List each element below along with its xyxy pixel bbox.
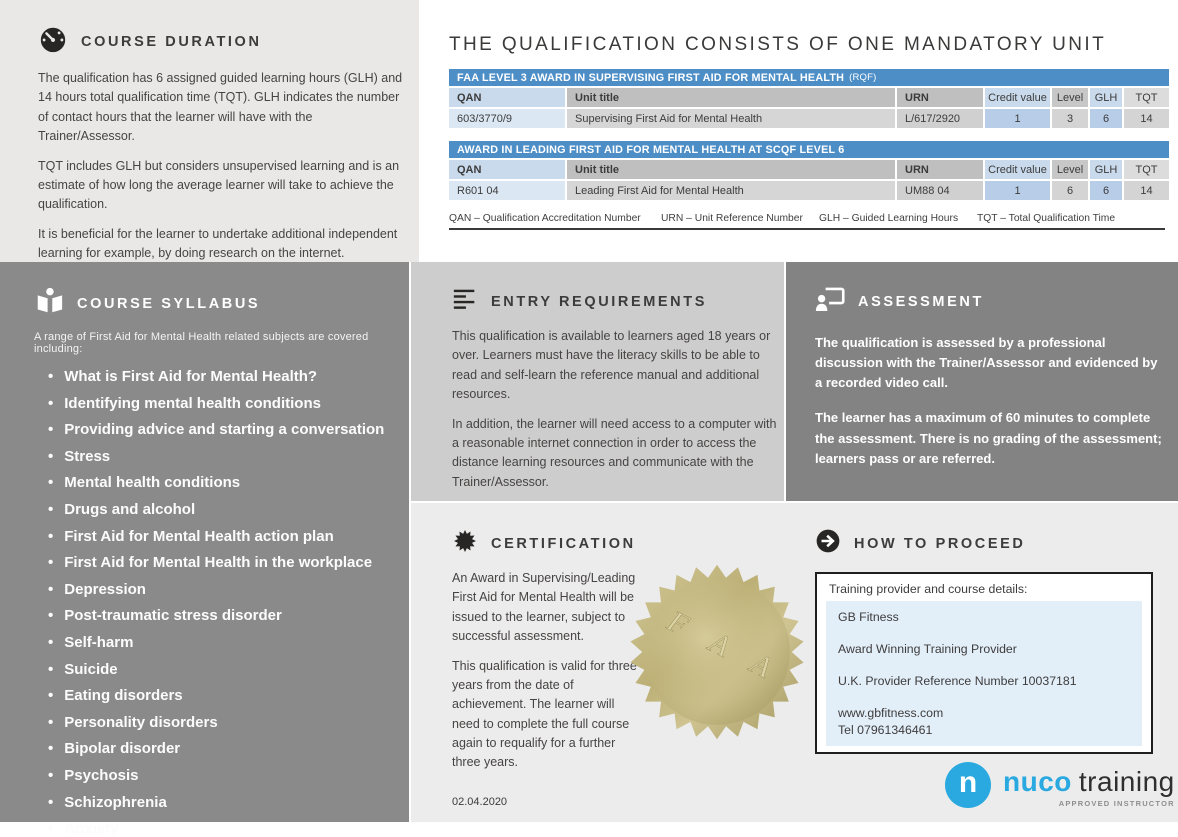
provider-details xyxy=(826,601,1142,746)
provider-website: www.gbfitness.com xyxy=(838,706,944,720)
column-header-credit: Credit value xyxy=(985,160,1050,179)
syllabus-item: • Depression xyxy=(48,582,409,598)
syllabus-item: • What is First Aid for Mental Health? xyxy=(48,369,409,385)
provider-phone: Tel 07961346461 xyxy=(838,723,933,737)
column-header-credit: Credit value xyxy=(985,88,1050,107)
assessment-text xyxy=(815,333,1167,469)
table-header-row xyxy=(449,88,1169,107)
provider-details-box xyxy=(815,572,1153,754)
footnote-qan: QAN – Qualification Accreditation Number xyxy=(449,213,641,224)
cell-glh: 6 xyxy=(1090,109,1122,128)
syllabus-item: • Anxiety xyxy=(48,821,409,837)
table-title-suffix: (RQF) xyxy=(849,72,877,83)
cell-unit: Leading First Aid for Mental Health xyxy=(567,181,895,200)
cell-unit: Supervising First Aid for Mental Health xyxy=(567,109,895,128)
cell-credit: 1 xyxy=(985,109,1050,128)
video-call-icon xyxy=(815,286,845,318)
paragraph: TQT includes GLH but considers unsupervised learning and is an estimate of how long the average learner will take to achieve the qualification. xyxy=(38,158,400,212)
column-header-urn: URN xyxy=(897,88,983,107)
certification-title: CERTIFICATION xyxy=(491,535,636,552)
table-data-row xyxy=(449,109,1169,128)
table-title: AWARD IN LEADING FIRST AID FOR MENTAL HEALTH AT SCQF LEVEL 6 xyxy=(457,143,845,156)
cell-level: 6 xyxy=(1052,181,1088,200)
syllabus-item: • Suicide xyxy=(48,662,409,678)
course-syllabus-intro: A range of First Aid for Mental Health related subjects are covered including: xyxy=(34,331,369,355)
cell-qan: 603/3770/9 xyxy=(449,109,565,128)
divider-rule xyxy=(449,228,1165,230)
syllabus-item: • Personality disorders xyxy=(48,715,409,731)
book-reader-icon xyxy=(34,286,64,321)
certification-heading xyxy=(452,528,832,559)
course-duration-heading xyxy=(38,24,419,59)
cell-glh: 6 xyxy=(1090,181,1122,200)
syllabus-item: • Eating disorders xyxy=(48,688,409,704)
syllabus-list xyxy=(34,369,409,837)
paragraph: The learner has a maximum of 60 minutes to complete the assessment. There is no grading of the assessment; learners pass or are referred. xyxy=(815,410,1162,466)
column-header-unit: Unit title xyxy=(567,160,895,179)
entry-requirements-heading xyxy=(452,286,784,317)
syllabus-item: • Schizophrenia xyxy=(48,795,409,811)
assessment-heading xyxy=(815,286,1178,318)
nuco-training-logo xyxy=(945,762,1175,808)
syllabus-item: • First Aid for Mental Health in the workplace xyxy=(48,555,409,571)
column-header-glh: GLH xyxy=(1090,160,1122,179)
table-title-bar xyxy=(449,69,1169,86)
column-header-urn: URN xyxy=(897,160,983,179)
column-header-unit: Unit title xyxy=(567,88,895,107)
paragraph: The qualification is assessed by a professional discussion with the Trainer/Assessor and evidenced by a recorded video call. xyxy=(815,335,1158,391)
assessment-title: ASSESSMENT xyxy=(858,294,984,310)
entry-requirements-text xyxy=(452,327,782,492)
logo-suffix: training xyxy=(1078,766,1175,797)
certification-text xyxy=(452,569,637,773)
paragraph: In addition, the learner will need access to a computer with a reasonable internet connection in order to access the distance learning resources and communicate with the Trainer/Assessor. xyxy=(452,416,777,489)
paragraph: It is beneficial for the learner to undertake additional independent learning for example, by doing research on the internet. xyxy=(38,226,398,260)
syllabus-item: • Drugs and alcohol xyxy=(48,502,409,518)
table-header-row xyxy=(449,160,1169,179)
how-to-proceed-title: HOW TO PROCEED xyxy=(854,535,1026,552)
table-data-row xyxy=(449,181,1169,200)
qualification-title: THE QUALIFICATION CONSISTS OF ONE MANDATORY UNIT xyxy=(449,34,1107,55)
cell-tqt: 14 xyxy=(1124,181,1169,200)
table-footnotes xyxy=(449,213,1165,224)
arrow-circle-icon xyxy=(815,528,841,559)
paragraph: An Award in Supervising/Leading First Aid for Mental Health will be issued to the learner, subject to successful assessment. xyxy=(452,571,636,644)
seal-icon xyxy=(452,528,478,559)
qualification-section xyxy=(449,34,1169,230)
syllabus-item: • First Aid for Mental Health action plan xyxy=(48,529,409,545)
course-duration-text xyxy=(38,69,404,263)
table-title: FAA LEVEL 3 AWARD IN SUPERVISING FIRST AID FOR MENTAL HEALTH xyxy=(457,71,845,84)
course-duration-panel xyxy=(0,0,419,262)
entry-requirements-panel xyxy=(411,262,784,501)
provider-reference: U.K. Provider Reference Number 10037181 xyxy=(838,674,1077,688)
syllabus-item: • Mental health conditions xyxy=(48,475,409,491)
course-syllabus-heading xyxy=(34,286,409,321)
how-to-proceed-heading xyxy=(815,528,1165,559)
cell-urn: UM88 04 xyxy=(897,181,983,200)
assessment-panel xyxy=(786,262,1178,501)
column-header-tqt: TQT xyxy=(1124,88,1169,107)
paragraph: This qualification is valid for three years from the date of achievement. The learner will need to complete the full course again to requalify for a further three years. xyxy=(452,658,637,770)
qualification-table-scqf xyxy=(449,141,1169,200)
logo-brand: nuco xyxy=(1003,766,1072,797)
cell-tqt: 14 xyxy=(1124,109,1169,128)
nuco-logo-icon: n xyxy=(945,762,991,808)
syllabus-item: • Stress xyxy=(48,449,409,465)
document-date: 02.04.2020 xyxy=(452,796,508,808)
syllabus-item: • Identifying mental health conditions xyxy=(48,396,409,412)
cell-credit: 1 xyxy=(985,181,1050,200)
table-title-bar xyxy=(449,141,1169,158)
footnote-tqt: TQT – Total Qualification Time xyxy=(977,213,1116,224)
how-to-proceed-section xyxy=(815,528,1165,754)
entry-requirements-title: ENTRY REQUIREMENTS xyxy=(491,293,707,310)
provider-box-label: Training provider and course details: xyxy=(829,582,1028,596)
column-header-tqt: TQT xyxy=(1124,160,1169,179)
course-duration-title: COURSE DURATION xyxy=(81,33,262,50)
list-icon xyxy=(452,286,478,317)
cell-level: 3 xyxy=(1052,109,1088,128)
qualification-table-rqf xyxy=(449,69,1169,128)
cell-urn: L/617/2920 xyxy=(897,109,983,128)
syllabus-item: • Self-harm xyxy=(48,635,409,651)
column-header-glh: GLH xyxy=(1090,88,1122,107)
footnote-urn: URN – Unit Reference Number xyxy=(661,213,803,224)
syllabus-item: • Providing advice and starting a conversation xyxy=(48,422,409,438)
column-header-level: Level xyxy=(1052,88,1088,107)
course-syllabus-title: COURSE SYLLABUS xyxy=(77,295,261,312)
syllabus-item: • Post-traumatic stress disorder xyxy=(48,608,409,624)
column-header-qan: QAN xyxy=(449,160,565,179)
bottom-band xyxy=(411,503,1178,822)
seal-text: F A A xyxy=(662,603,787,690)
cell-qan: R601 04 xyxy=(449,181,565,200)
logo-tagline: APPROVED INSTRUCTOR xyxy=(1058,799,1175,808)
gold-seal xyxy=(628,563,806,741)
gauge-icon xyxy=(38,24,68,59)
paragraph: The qualification has 6 assigned guided learning hours (GLH) and 14 hours total qualification time (TQT). GLH indicates the number of contact hours that the learner will have with the Trainer/Assessor. xyxy=(38,71,403,144)
syllabus-item: • Bipolar disorder xyxy=(48,741,409,757)
paragraph: This qualification is available to learners aged 18 years or over. Learners must have the literacy skills to be able to read and self-learn the reference manual and additional resources. xyxy=(452,329,771,402)
provider-name: GB Fitness xyxy=(838,610,899,624)
column-header-qan: QAN xyxy=(449,88,565,107)
syllabus-item: • Psychosis xyxy=(48,768,409,784)
column-header-level: Level xyxy=(1052,160,1088,179)
course-syllabus-panel xyxy=(0,262,409,837)
provider-tagline: Award Winning Training Provider xyxy=(838,642,1017,656)
footnote-glh: GLH – Guided Learning Hours xyxy=(819,213,959,224)
